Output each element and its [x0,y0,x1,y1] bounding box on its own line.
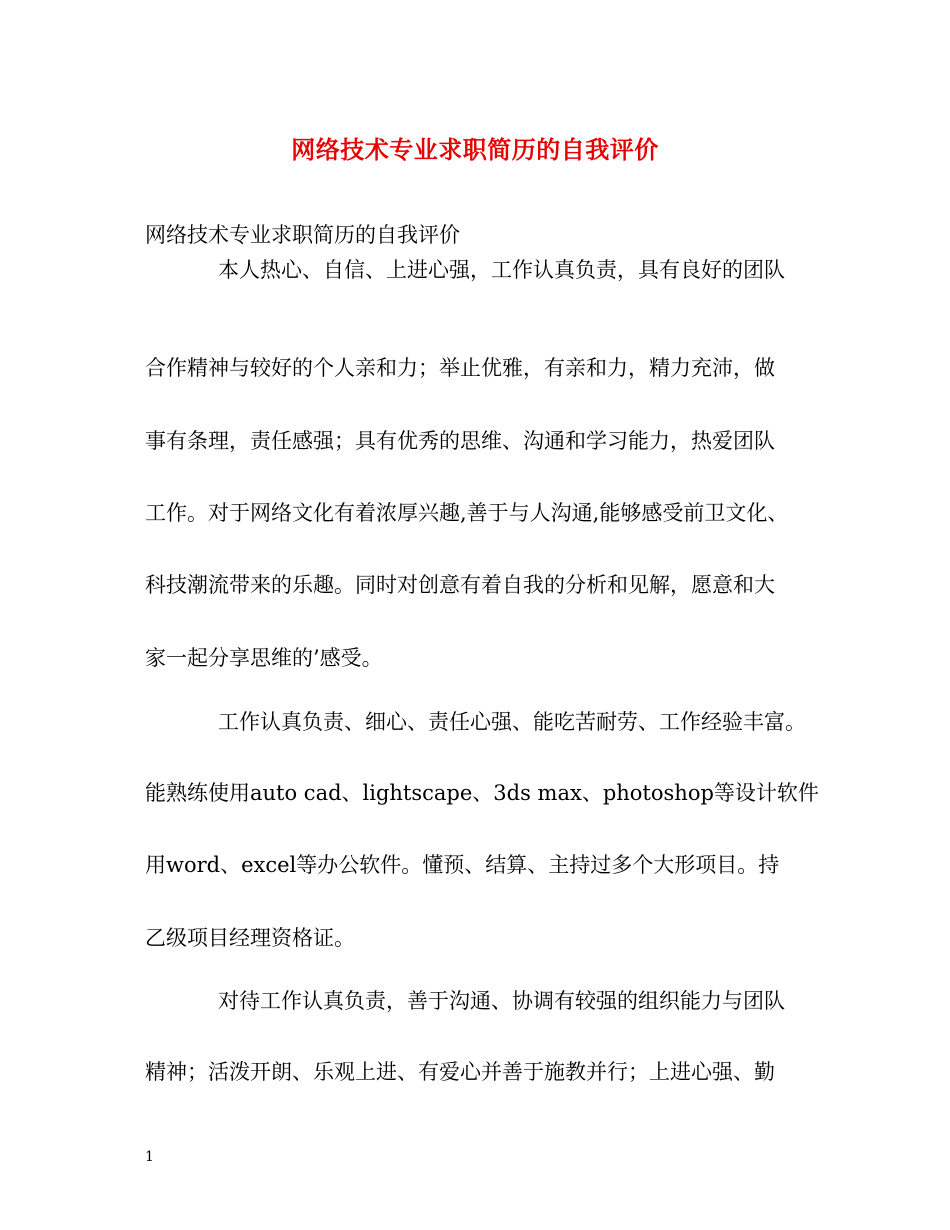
paragraph-line: 工作。对于网络文化有着浓厚兴趣,善于与人沟通,能够感受前卫文化、 [145,501,789,525]
paragraph-line: 对待工作认真负责，善于沟通、协调有较强的组织能力与团队 [218,989,785,1013]
paragraph-line: 乙级项目经理资格证。 [145,926,355,950]
paragraph-line: 科技潮流带来的乐趣。同时对创意有着自我的分析和见解，愿意和大 [145,573,775,597]
paragraph-line: 用word、excel等办公软件。懂预、结算、主持过多个大形项目。持 [145,853,780,877]
paragraph-line: 家一起分享思维的’感受。 [145,646,383,670]
paragraph-line: 能熟练使用auto cad、lightscape、3ds max、photoshop等设计软件 [145,781,819,805]
paragraph-line: 工作认真负责、细心、责任心强、能吃苦耐劳、工作经验丰富。 [218,710,806,734]
paragraph-line: 本人热心、自信、上进心强，工作认真负责，具有良好的团队 [218,258,785,282]
paragraph-line: 事有条理，责任感强；具有优秀的思维、沟通和学习能力，热爱团队 [145,429,775,453]
document-title: 网络技术专业求职简历的自我评价 [291,135,659,164]
paragraph-line: 合作精神与较好的个人亲和力；举止优雅，有亲和力，精力充沛，做 [145,356,775,380]
document-subtitle: 网络技术专业求职简历的自我评价 [145,223,460,247]
paragraph-line: 精神；活泼开朗、乐观上进、有爱心并善于施教并行；上进心强、勤 [145,1060,775,1084]
page-number: 1 [145,1149,154,1165]
